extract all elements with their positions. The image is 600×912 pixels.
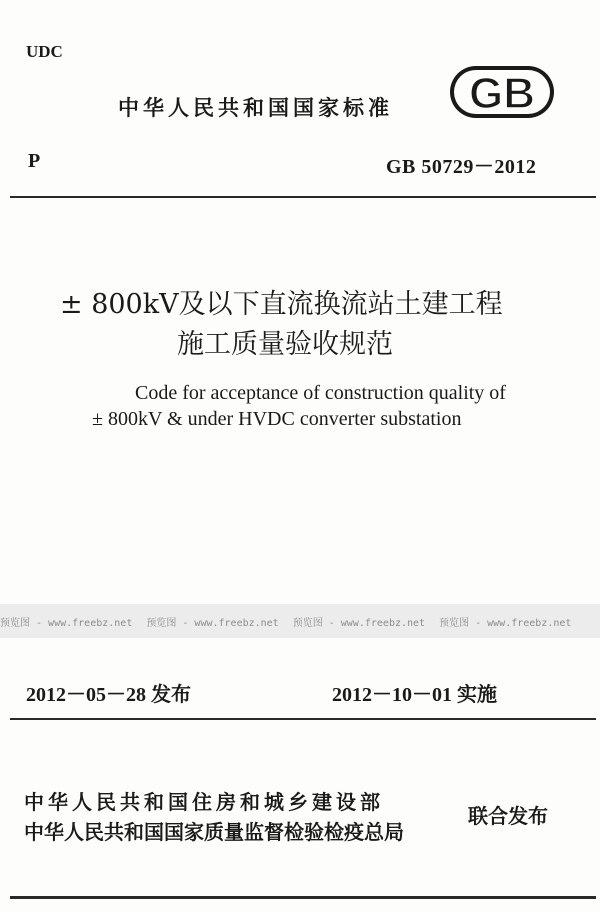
implementation-date: 2012－10－01 实施: [332, 684, 497, 706]
udc-label: UDC: [26, 42, 63, 61]
middle-divider: [10, 718, 596, 720]
standard-code: GB 50729－2012: [386, 156, 537, 178]
watermark-text: 预览图 - www.freebz.net: [292, 617, 426, 629]
issue-date: 2012－05－28 发布: [26, 684, 191, 706]
title-chinese-line1: ± 800kV及以下直流换流站土建工程: [60, 289, 503, 320]
title-english-line2: ± 800kV & under HVDC converter substation: [92, 408, 462, 430]
watermark-text: 预览图 - www.freebz.net: [439, 617, 572, 629]
publisher-line2: 中华人民共和国国家质量监督检验检疫总局: [24, 820, 404, 844]
gb-logo-text: GB: [469, 69, 535, 118]
top-divider: [10, 196, 596, 198]
watermark-text: 预览图 - www.freebz.net: [146, 617, 279, 629]
watermark-text: 预览图 - www.freebz.net: [0, 617, 133, 629]
publisher-line1: 中华人民共和国住房和城乡建设部: [24, 790, 384, 814]
title-english-line1: Code for acceptance of construction quality of: [135, 382, 506, 404]
classification-letter: P: [28, 150, 41, 172]
bottom-divider: [10, 896, 596, 899]
title-chinese-line2: 施工质量验收规范: [177, 329, 393, 360]
national-standard-heading: 中华人民共和国国家标准: [118, 96, 393, 120]
watermark-strip: [0, 604, 600, 638]
gb-logo: [448, 62, 556, 122]
joint-issue-label: 联合发布: [468, 804, 548, 828]
